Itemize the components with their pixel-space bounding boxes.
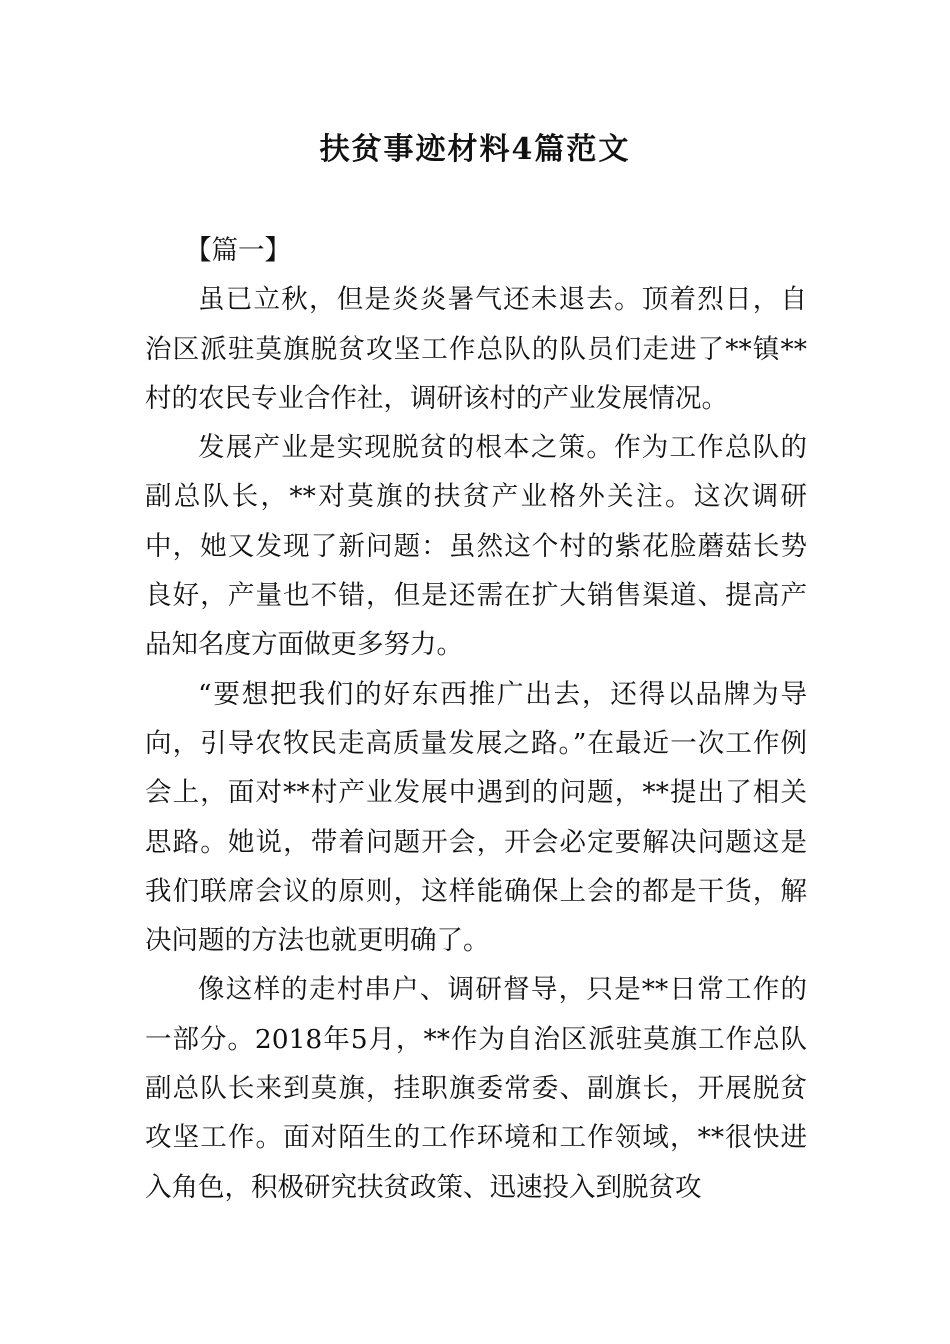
paragraph-4: 像这样的走村串户、调研督导，只是**日常工作的一部分。2018年5月，**作为自治区派驻莫旗工作总队副总队长来到莫旗，挂职旗委常委、副旗长，开展脱贫攻坚工作。面对陌生的工作环境和工作领域，**很快进入角色，积极研究扶贫政策、迅速投入到脱贫攻 [145,974,807,1203]
paragraph-1: 虽已立秋，但是炎炎暑气还未退去。顶着烈日，自治区派驻莫旗脱贫攻坚工作总队的队员们走进了**镇**村的农民专业合作社，调研该村的产业发展情况。 [145,284,807,414]
paragraph-2: 发展产业是实现脱贫的根本之策。作为工作总队的副总队长，**对莫旗的扶贫产业格外关注。这次调研中，她又发现了新问题：虽然这个村的紫花脸蘑菇长势良好，产量也不错，但是还需在扩大销售渠道、提高产品知名度方面做更多努力。 [145,432,807,661]
section-label: 【篇一】 [185,235,291,266]
paragraph-3: “要想把我们的好东西推广出去，还得以品牌为导向，引导农牧民走高质量发展之路。”在最近一次工作例会上，面对**村产业发展中遇到的问题，**提出了相关思路。她说，带着问题开会，开会必定要解决问题这是我们联席会议的原则，这样能确保上会的都是干货，解决问题的方法也就更明确了。 [145,678,807,957]
document-body [145,226,807,1212]
document-title: 扶贫事迹材料4篇范文 [319,132,631,167]
